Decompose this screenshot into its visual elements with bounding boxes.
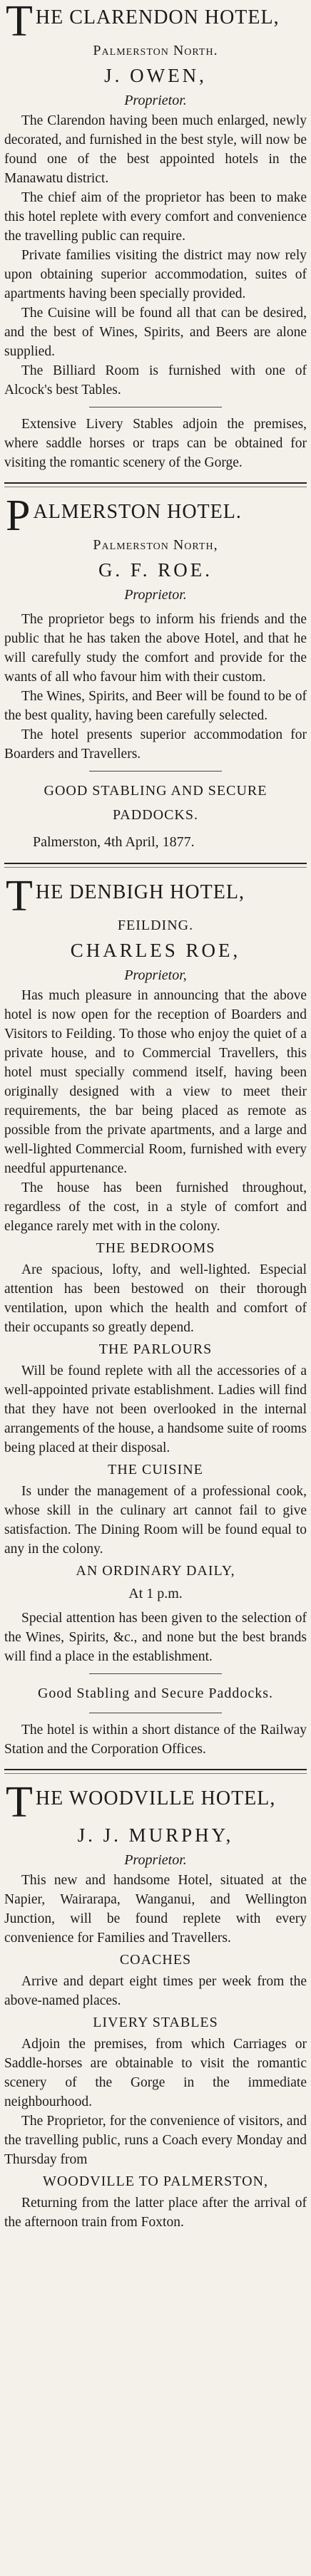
hotel-location: Palmerston North. [93, 43, 218, 58]
hotel-location: Palmerston North, [93, 537, 218, 553]
proprietor-name: CHARLES ROE, [70, 940, 241, 961]
hotel-title: HE CLARENDON HOTEL, [35, 6, 280, 28]
section-heading: THE CUISINE [108, 1462, 203, 1477]
hotel-title: HE WOODVILLE HOTEL, [35, 1787, 276, 1809]
ad-paragraph: The Wines, Spirits, and Beer will be found to be of the best quality, having been carefully selected. [4, 689, 307, 723]
section-heading: COACHES [119, 1952, 192, 1968]
ad-paragraph: Arrive and depart eight times per week from the above-named places. [4, 1974, 307, 2008]
ad-paragraph: Returning from the latter place after the arrival of the afternoon train from Foxton. [4, 2196, 307, 2230]
proprietor-label: Proprietor. [124, 93, 187, 108]
hotel-title: HE DENBIGH HOTEL, [35, 881, 245, 903]
ad-paragraph: The hotel is within a short distance of the Railway Station and the Corporation Offices. [4, 1723, 307, 1757]
ad-paragraph: Special attention has been given to the selection of the Wines, Spirits, &c., and none but the best brands will find a place in the establishment. [4, 1611, 307, 1664]
drop-cap: T [6, 1778, 33, 1827]
section-heading: AN ORDINARY DAILY, [76, 1563, 235, 1579]
ad-paragraph: The Cuisine will be found all that can be desired, and the best of Wines, Spirits, and Beers are alone supplied. [4, 306, 307, 359]
proprietor-name: J. OWEN, [104, 65, 207, 86]
section-heading: THE BEDROOMS [96, 1240, 215, 1256]
ad-date: Palmerston, 4th April, 1877. [33, 834, 195, 850]
ad-separator [4, 863, 307, 868]
section-heading: WOODVILLE TO PALMERSTON, [42, 2174, 269, 2189]
drop-cap: P [6, 492, 31, 540]
ad-paragraph: Extensive Livery Stables adjoin the premises, where saddle horses or traps can be obtained for visiting the romantic scenery of the Gorge. [4, 417, 307, 470]
ad-paragraph: Are spacious, lofty, and well-lighted. Especial attention has been bestowed on their thorough ventilation, upon which the health and comfort of their occupants so greatly depend. [4, 1262, 307, 1335]
section-heading: Good Stabling and Secure Paddocks. [37, 1686, 274, 1701]
section-heading: GOOD STABLING AND SECURE PADDOCKS. [44, 783, 267, 823]
proprietor-label: Proprietor, [124, 967, 187, 983]
ad-paragraph: Private families visiting the district may now rely upon obtaining superior accommodation, suites of apartments having been specially provided. [4, 248, 307, 301]
drop-cap: T [6, 872, 33, 920]
ad-paragraph: Adjoin the premises, from which Carriages or Saddle-horses are obtainable to visit the romantic scenery of the Gorge in the immediate neighbourhood. [4, 2037, 307, 2109]
ad-paragraph: The Billiard Room is furnished with one of Alcock's best Tables. [4, 363, 307, 398]
palmerston-hotel-ad [4, 492, 307, 853]
divider [89, 771, 223, 772]
ad-paragraph: Will be found replete with all the accessories of a well-appointed private establishment. Ladies will find that they have not been overlooked in the internal arrangements of the house, a handsome suite of rooms being placed at their disposal. [4, 1364, 307, 1455]
proprietor-label: Proprietor. [124, 587, 187, 603]
ad-paragraph: The chief aim of the proprietor has been to make this hotel replete with every comfort and convenience the travelling public can require. [4, 190, 307, 244]
denbigh-hotel-ad [4, 872, 307, 1759]
clarendon-hotel-ad [4, 1, 307, 472]
woodville-hotel-ad [4, 1778, 307, 2232]
ad-paragraph: The house has been furnished throughout, regardless of the cost, in a style of comfort and elegance rarely met with in the colony. [4, 1180, 307, 1234]
ad-paragraph: The hotel presents superior accommodation for Boarders and Travellers. [4, 727, 307, 762]
proprietor-name: J. J. MURPHY, [77, 1824, 234, 1846]
ad-separator [4, 482, 307, 487]
newspaper-column [4, 0, 307, 2232]
divider [89, 1673, 223, 1674]
proprietor-label: Proprietor. [124, 1852, 187, 1868]
drop-cap: T [6, 0, 33, 46]
section-heading: THE PARLOURS [98, 1341, 213, 1357]
ad-paragraph: The Clarendon having been much enlarged, newly decorated, and furnished in the best style, will now be found one of the best appointed hotels in the Manawatu district. [4, 113, 307, 186]
ad-paragraph: The Proprietor, for the convenience of visitors, and the travelling public, runs a Coach every Monday and Thursday from [4, 2114, 307, 2167]
dinner-time: At 1 p.m. [128, 1586, 183, 1601]
ad-paragraph: Is under the management of a professional cook, whose skill in the culinary art cannot fail to give satisfaction. The Dining Room will be found equal to any in the colony. [4, 1484, 307, 1557]
hotel-title: ALMERSTON HOTEL. [33, 501, 242, 523]
ad-paragraph: The proprietor begs to inform his friends and the public that he has taken the above Hotel, and that he will carefully study the comfort and provide for the wants of all who favour him with their custom. [4, 612, 307, 685]
ad-paragraph: This new and handsome Hotel, situated at the Napier, Wairarapa, Wanganui, and Wellington Junction, will be found replete with every convenience for Families and Travellers. [4, 1873, 307, 1946]
ad-separator [4, 1769, 307, 1774]
section-heading: LIVERY STABLES [93, 2015, 218, 2030]
ad-paragraph: Has much pleasure in announcing that the above hotel is now open for the reception of Boarders and Visitors to Feilding. To those who enjoy the quiet of a private house, and to Commercial Travellers, this hotel must specially commend itself, having been originally designed with a view to meet their requirements, the bar being placed as remote as possible from the private apartments, and a large and well-lighted Commercial Room, furnished with every needful appurtenance. [4, 988, 307, 1176]
hotel-location: FEILDING. [117, 918, 194, 933]
proprietor-name: G. F. ROE. [98, 559, 213, 581]
